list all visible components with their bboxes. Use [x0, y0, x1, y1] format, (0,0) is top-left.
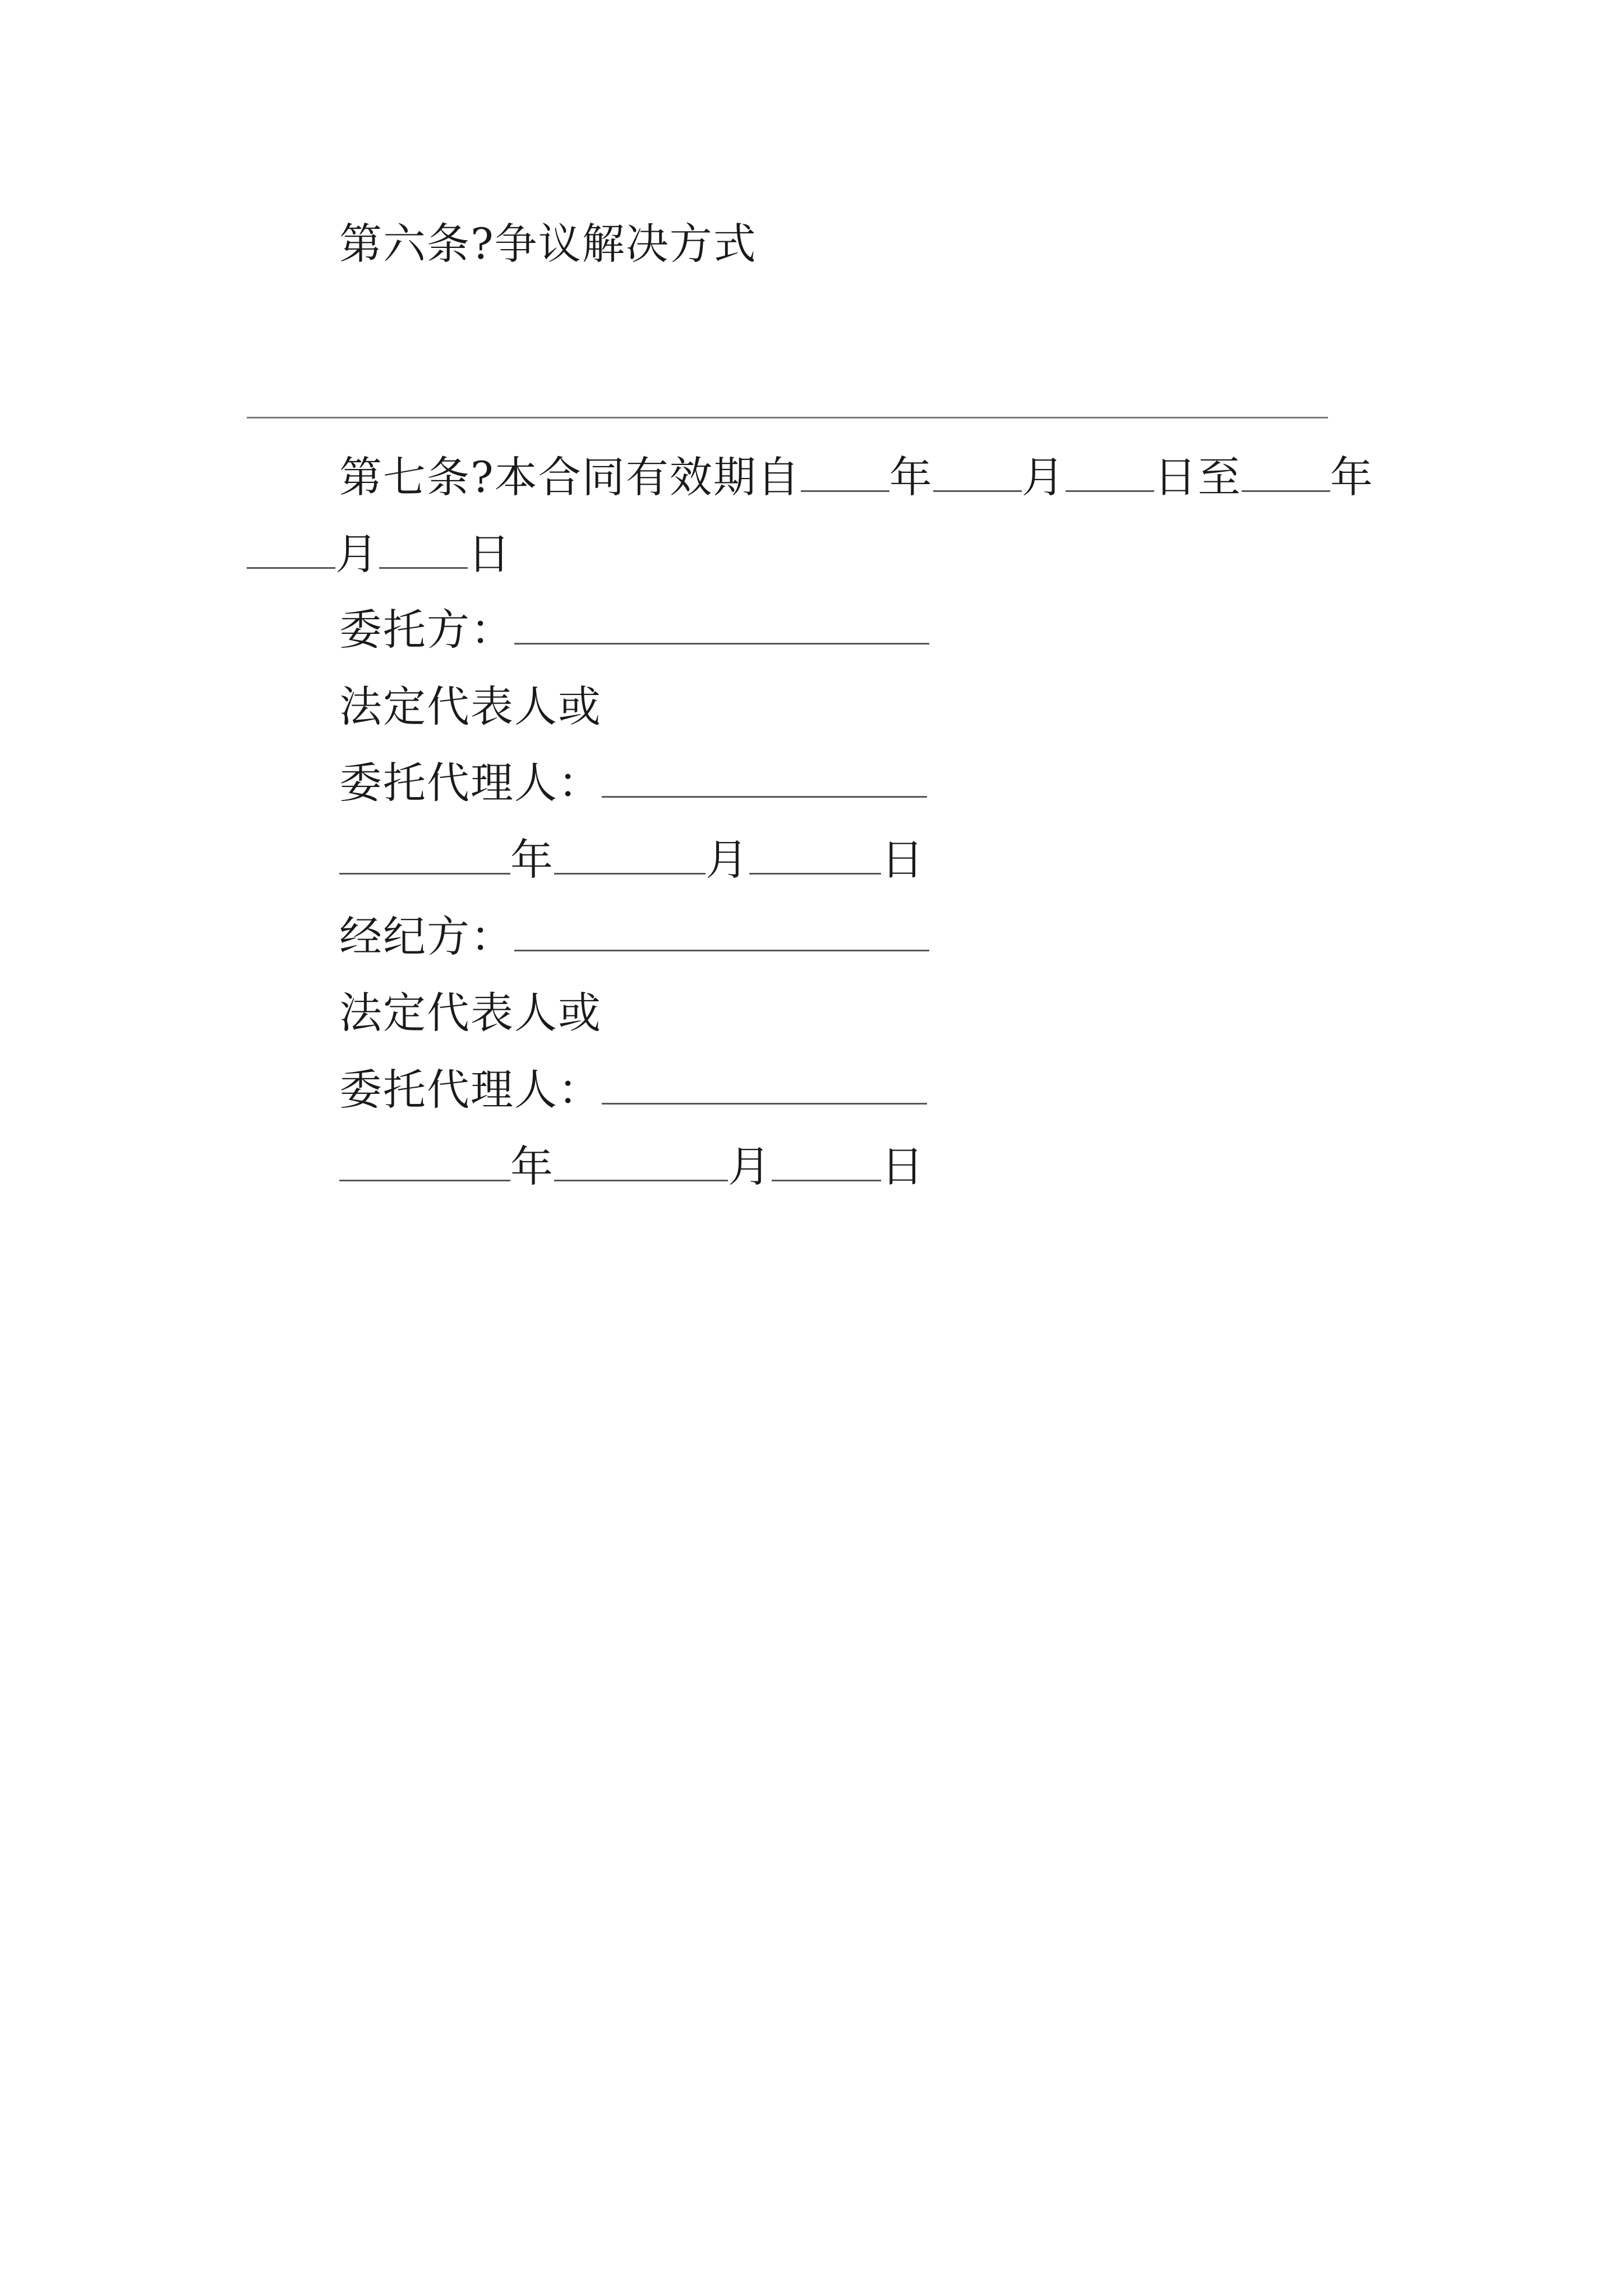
start-year-blank[interactable]	[801, 459, 889, 492]
end-year-label: 年	[1330, 452, 1374, 502]
broker-year-label: 年	[510, 1142, 554, 1191]
client-month-label: 月	[706, 835, 749, 885]
article7-line2	[247, 529, 511, 579]
end-year-blank[interactable]	[1242, 459, 1330, 492]
start-month-label: 月	[1021, 452, 1066, 502]
client-rep-line	[339, 682, 602, 731]
article6-title: 第六条?争议解决方式	[339, 219, 757, 269]
start-day-to-label: 日至	[1154, 452, 1242, 502]
broker-agent-line	[339, 1065, 927, 1115]
client-party-line	[339, 605, 929, 655]
client-rep-label: 法定代表人或	[339, 682, 602, 731]
broker-rep-label: 法定代表人或	[339, 988, 602, 1038]
broker-date-line	[339, 1142, 925, 1191]
article6-heading	[339, 219, 757, 269]
broker-party-line	[339, 912, 929, 961]
broker-day-blank[interactable]	[772, 1148, 881, 1181]
article7-line1	[339, 452, 1374, 502]
broker-month-blank[interactable]	[554, 1148, 728, 1181]
start-day-blank[interactable]	[1066, 459, 1154, 492]
start-month-blank[interactable]	[933, 459, 1022, 492]
client-day-label: 日	[881, 835, 925, 885]
client-agent-label: 委托代理人：	[339, 758, 602, 808]
client-year-blank[interactable]	[339, 841, 510, 875]
broker-party-blank[interactable]	[514, 918, 929, 951]
client-party-label: 委托方：	[339, 605, 514, 655]
client-year-label: 年	[510, 835, 554, 885]
client-day-blank[interactable]	[749, 841, 881, 875]
end-month-label: 月	[335, 529, 379, 579]
dispute-resolution-blank-rule[interactable]	[247, 417, 1328, 418]
end-month-blank[interactable]	[247, 536, 335, 569]
broker-day-label: 日	[881, 1142, 925, 1191]
broker-year-blank[interactable]	[339, 1148, 510, 1181]
end-day-label: 日	[468, 529, 511, 579]
start-year-label: 年	[889, 452, 933, 502]
client-agent-line	[339, 758, 927, 808]
broker-party-label: 经纪方：	[339, 912, 514, 961]
broker-rep-line	[339, 988, 602, 1038]
client-party-blank[interactable]	[514, 611, 929, 645]
broker-agent-label: 委托代理人：	[339, 1065, 602, 1115]
client-date-line	[339, 835, 925, 885]
broker-agent-blank[interactable]	[602, 1071, 927, 1105]
end-day-blank[interactable]	[379, 536, 468, 569]
client-agent-blank[interactable]	[602, 765, 927, 798]
client-month-blank[interactable]	[554, 841, 706, 875]
article7-prefix: 第七条?本合同有效期自	[339, 452, 801, 502]
broker-month-label: 月	[728, 1142, 772, 1191]
